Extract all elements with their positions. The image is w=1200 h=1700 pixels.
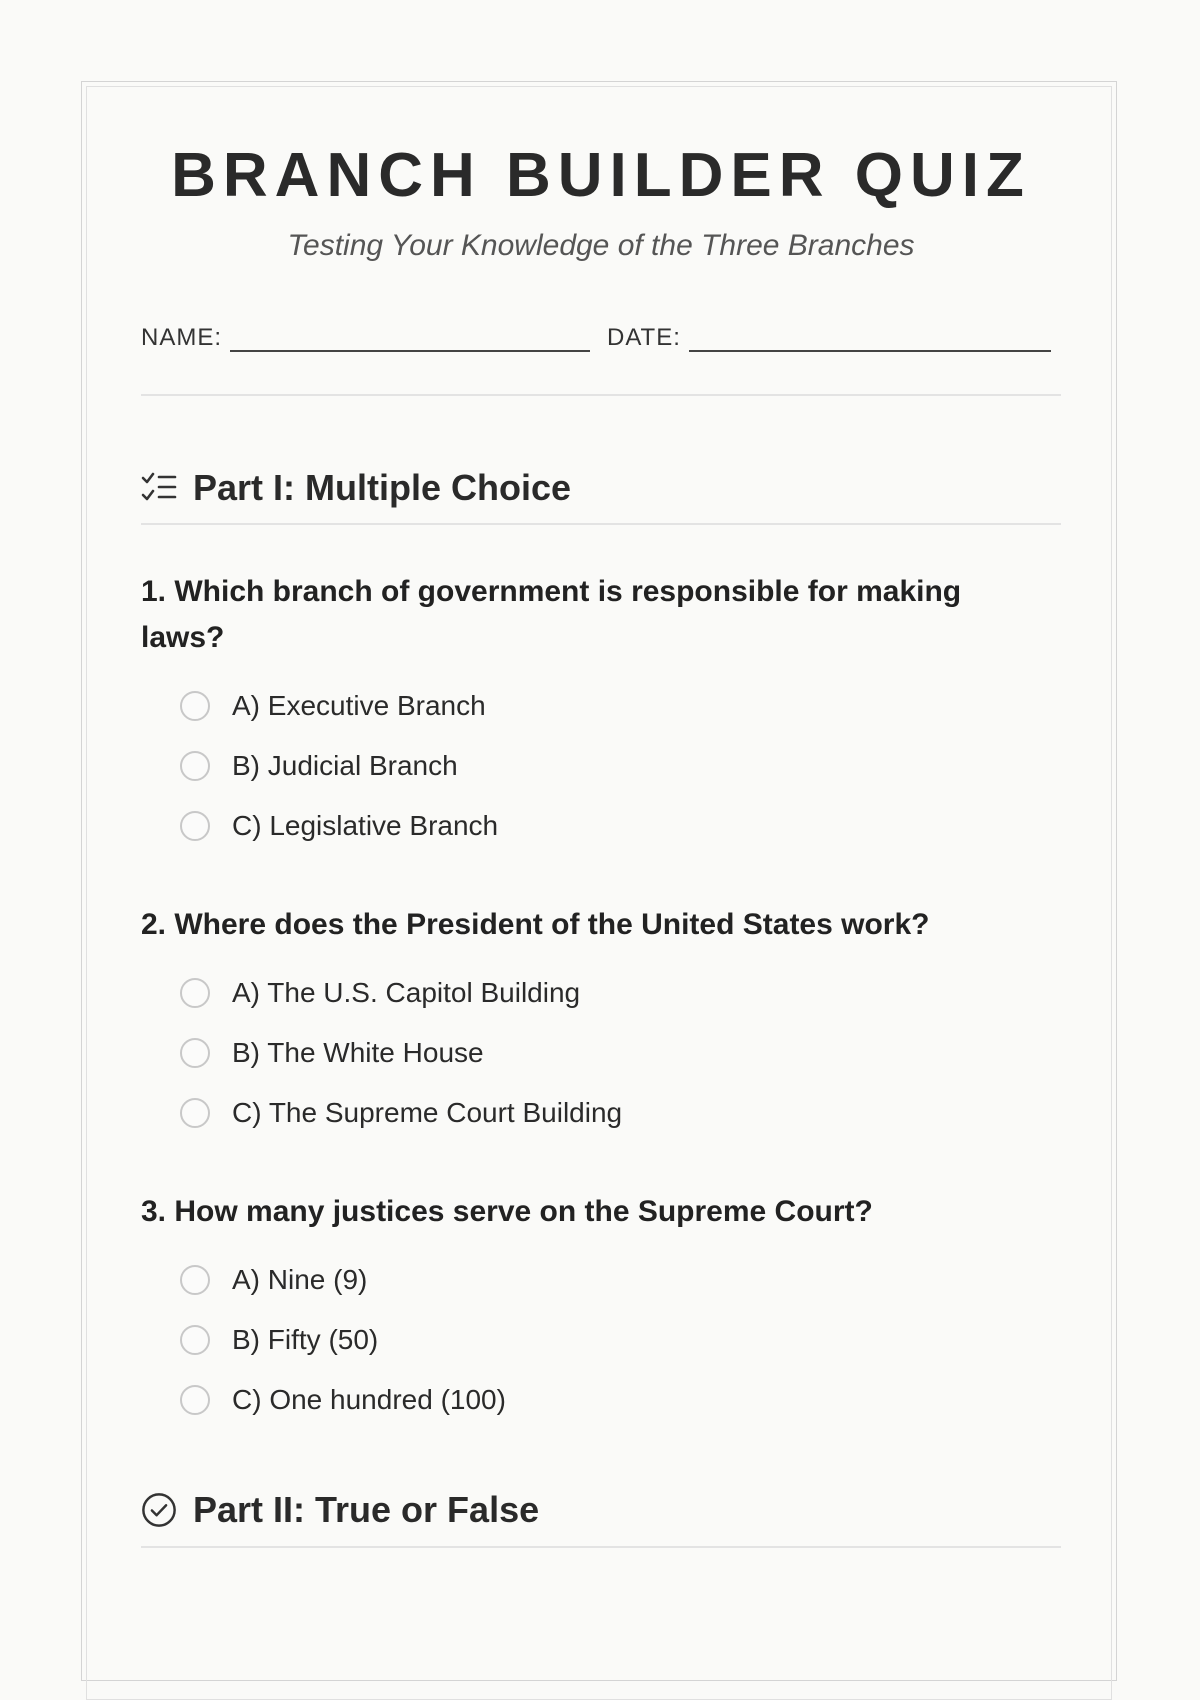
option-label: B) The White House — [232, 1037, 484, 1068]
part2-title: Part II: True or False — [193, 1489, 540, 1530]
radio-button[interactable] — [180, 1265, 210, 1295]
radio-button[interactable] — [180, 691, 210, 721]
part1-title: Part I: Multiple Choice — [193, 467, 572, 508]
q1-option-b[interactable] — [180, 746, 458, 786]
option-label: A) Nine (9) — [232, 1264, 368, 1295]
radio-button[interactable] — [180, 1325, 210, 1355]
quiz-title: BRANCH BUILDER QUIZ — [171, 141, 1031, 210]
q1-option-a[interactable] — [180, 686, 486, 726]
q3-option-b[interactable] — [180, 1320, 378, 1360]
quiz-sheet — [81, 81, 1117, 1681]
q3-option-a[interactable] — [180, 1260, 367, 1300]
date-field[interactable] — [607, 322, 1051, 352]
quiz-subtitle: Testing Your Knowledge of the Three Branches — [287, 229, 915, 262]
q2-option-a[interactable] — [180, 973, 580, 1013]
option-label: C) The Supreme Court Building — [232, 1097, 623, 1128]
part2-header — [141, 1487, 1061, 1533]
date-label: DATE: — [607, 324, 681, 351]
option-label: C) Legislative Branch — [232, 810, 499, 841]
radio-button[interactable] — [180, 1038, 210, 1068]
radio-button[interactable] — [180, 1385, 210, 1415]
student-info — [141, 322, 1061, 358]
option-label: B) Fifty (50) — [232, 1324, 379, 1355]
date-blank[interactable] — [689, 326, 1051, 352]
question-3: 3. How many justices serve on the Supreme Court? — [141, 1195, 873, 1228]
name-blank[interactable] — [230, 326, 590, 352]
part2-divider — [141, 1546, 1061, 1548]
option-label: B) Judicial Branch — [232, 750, 458, 781]
check-circle-icon — [141, 1492, 177, 1528]
radio-button[interactable] — [180, 1098, 210, 1128]
question-2: 2. Where does the President of the United States work? — [141, 908, 930, 941]
q2-option-c[interactable] — [180, 1093, 622, 1133]
q3-option-c[interactable] — [180, 1380, 506, 1420]
header-divider — [141, 394, 1061, 396]
radio-button[interactable] — [180, 978, 210, 1008]
part1-divider — [141, 523, 1061, 525]
q2-option-b[interactable] — [180, 1033, 484, 1073]
name-field[interactable] — [141, 322, 590, 352]
part1-header — [141, 465, 1061, 511]
checklist-icon — [141, 470, 177, 506]
radio-button[interactable] — [180, 751, 210, 781]
option-label: A) Executive Branch — [232, 690, 486, 721]
q1-option-c[interactable] — [180, 806, 498, 846]
radio-button[interactable] — [180, 811, 210, 841]
question-1: 1. Which branch of government is responsible for making laws? — [141, 575, 962, 654]
option-label: C) One hundred (100) — [232, 1384, 506, 1415]
name-label: NAME: — [141, 324, 223, 351]
option-label: A) The U.S. Capitol Building — [232, 977, 581, 1008]
